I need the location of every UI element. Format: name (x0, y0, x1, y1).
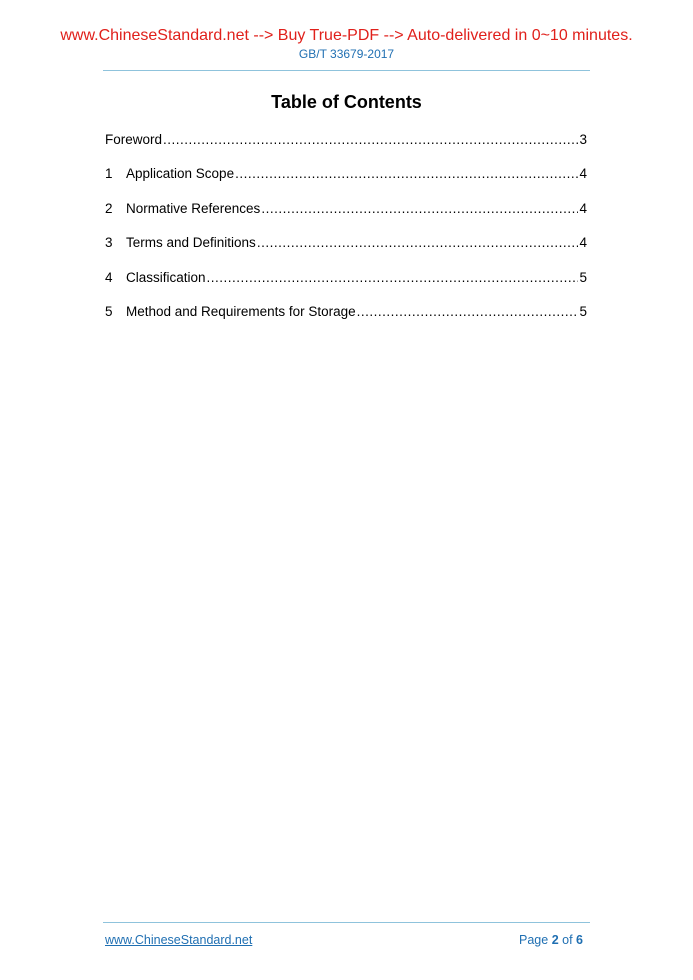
toc-entry-label: Foreword (105, 132, 163, 147)
toc-dot-leader (207, 269, 579, 287)
page-indicator (519, 932, 583, 948)
toc-entry-storage-requirements[interactable] (105, 303, 587, 337)
header-divider (103, 70, 590, 71)
toc-entry-page: 5 (579, 269, 587, 285)
toc-entry-page: 4 (579, 166, 587, 182)
total-page-count: 6 (576, 933, 583, 947)
footer-site-link[interactable]: www.ChineseStandard.net (105, 933, 253, 947)
toc-entry-label: Classification (126, 269, 206, 285)
toc-dot-leader (257, 234, 579, 252)
toc-entry-label: Method and Requirements for Storage (126, 303, 356, 319)
toc-dot-leader (261, 200, 578, 218)
standard-code: GB/T 33679-2017 (298, 47, 395, 61)
toc-entry-number: 4 (105, 269, 113, 285)
toc-entry-foreword[interactable] (105, 131, 587, 165)
toc-entry-label: Normative References (126, 200, 261, 216)
toc-dot-leader (357, 303, 579, 321)
toc-entry-number: 2 (105, 200, 113, 216)
toc-entry-number: 1 (105, 166, 113, 182)
toc-entry-classification[interactable] (105, 269, 587, 303)
toc-entry-normative-references[interactable] (105, 200, 587, 234)
toc-entry-page: 5 (579, 303, 587, 319)
download-banner[interactable]: www.ChineseStandard.net --> Buy True-PDF --> Auto-delivered in 0~10 minutes. (60, 27, 633, 44)
toc-entry-application-scope[interactable] (105, 165, 587, 199)
toc-entry-label: Application Scope (126, 166, 235, 182)
page-of: of (562, 933, 573, 947)
toc-entry-label: Terms and Definitions (126, 235, 256, 251)
toc-entry-page: 4 (579, 235, 587, 251)
toc-entry-number: 3 (105, 235, 113, 251)
current-page-number: 2 (551, 933, 559, 947)
table-of-contents (105, 131, 587, 337)
footer-divider (103, 922, 590, 923)
toc-entry-terms-and-definitions[interactable] (105, 234, 587, 268)
toc-dot-leader (163, 131, 578, 149)
page-title: Table of Contents (271, 92, 422, 112)
toc-entry-page: 4 (579, 200, 587, 216)
page-prefix: Page (519, 933, 549, 947)
toc-entry-number: 5 (105, 303, 113, 319)
toc-dot-leader (235, 165, 578, 183)
toc-entry-page: 3 (579, 132, 587, 147)
